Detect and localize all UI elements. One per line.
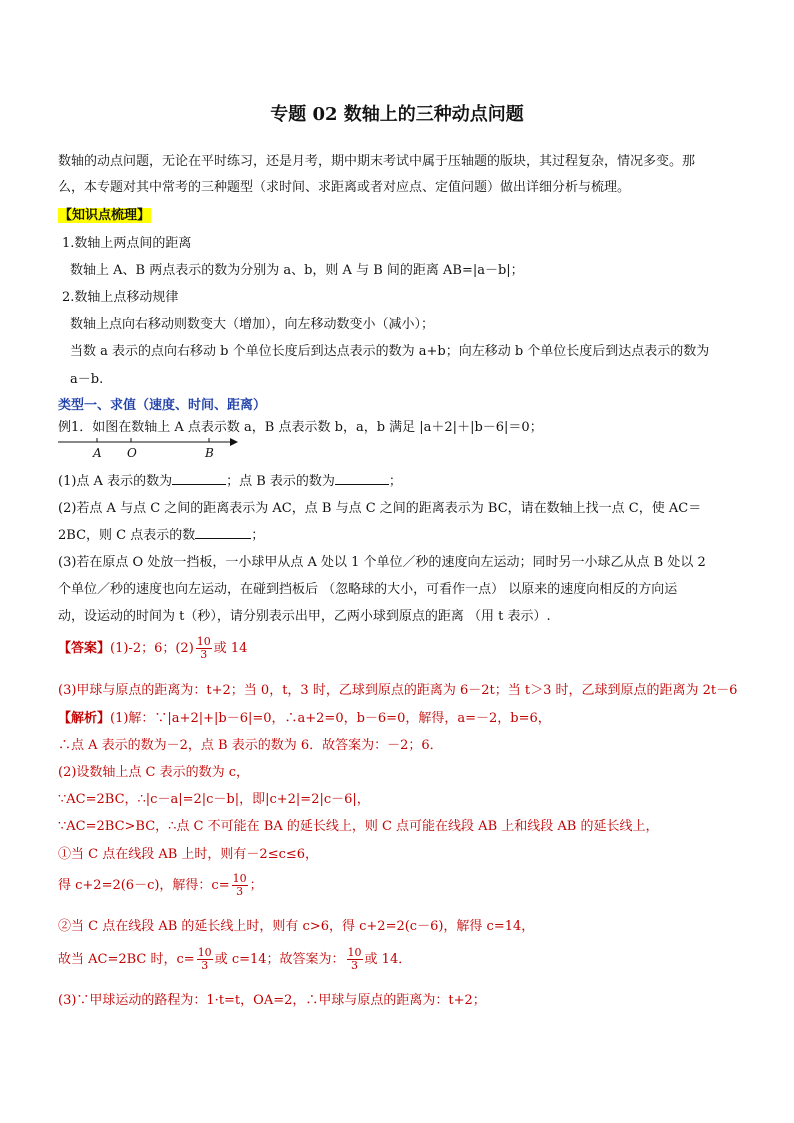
knowledge-item2-text2: 当数 a 表示的点向右移动 b 个单位长度后到达点表示的数为 a+b；向左移动 b 个单位长度后到达点表示的数为: [70, 344, 710, 359]
q1-blank-b: [335, 472, 389, 485]
answer-tag: 【答案】: [58, 641, 111, 656]
answer-frac-den: 3: [200, 648, 208, 661]
answer-line1: [58, 636, 247, 661]
l9-frac-num-2: 10: [347, 946, 362, 959]
number-line-figure: [58, 436, 238, 470]
intro-line-2: 么，本专题对其中常考的三种题型（求时间、求距离或者对应点、定值问题）做出详细分析与梳理。: [58, 180, 631, 195]
knowledge-item1-text: 数轴上 A、B 两点表示的数为分别为 a、b，则 A 与 B 间的距离 AB=|a－b|；: [70, 263, 524, 278]
example1-line1: 例1．如图在数轴上 A 点表示数 a，B 点表示数 b，a，b 满足 |a＋2|＋|b－6|＝0；: [58, 420, 543, 435]
question-2-line1: (2)若点 A 与点 C 之间的距离表示为 AC，点 B 与点 C 之间的距离表示为 BC，请在数轴上找一点 C，使 AC＝: [58, 501, 702, 516]
type1-heading: 类型一、求值（速度、时间、距离）: [58, 398, 267, 413]
solution-line7: [58, 873, 263, 898]
solution-line1: [58, 707, 551, 726]
knowledge-tag: 【知识点梳理】: [59, 208, 151, 223]
axis-label-o: O: [127, 446, 137, 460]
question-3-line3: 动，设运动的时间为 t（秒），请分别表示出甲，乙两小球到原点的距离 （用 t 表示）.: [58, 609, 551, 624]
solution-line10: (3)∵甲球运动的路程为：1·t=t，OA=2，∴甲球与原点的距离为：t+2；: [58, 993, 486, 1008]
solution-l7-a: 得 c+2=2(6－c)，解得：c=: [58, 878, 230, 893]
solution-line2: ∴点 A 表示的数为－2，点 B 表示的数为 6．故答案为：－2；6．: [58, 738, 443, 753]
q2-end: ；: [251, 528, 265, 543]
answer-line2: (3)甲球与原点的距离为：t+2；当 0，t，3 时，乙球到原点的距离为 6－2t；当 t＞3 时，乙球到原点的距离为 2t－6: [58, 683, 738, 698]
q1-part-a: (1)点 A 表示的数为: [58, 474, 173, 489]
question-3-line2: 个单位／秒的速度也向左运动，在碰到挡板后 （忽略球的大小，可看作一点） 以原来的速度向相反的方向运: [58, 582, 678, 597]
knowledge-item2-title: 2.数轴上点移动规律: [62, 290, 179, 305]
solution-l9-a: 故当 AC=2BC 时，c=: [58, 952, 195, 967]
solution-l9-b: 或 c=14；故答案为：: [214, 952, 345, 967]
knowledge-section: [58, 204, 151, 223]
answer-part-b: 或 14: [213, 641, 248, 656]
solution-l1: (1)解：∵|a+2|+|b－6|=0，∴a+2=0，b－6=0，解得，a=－2，b=6，: [110, 711, 551, 726]
solution-tag: 【解析】: [58, 711, 111, 726]
intro-line-1: 数轴的动点问题，无论在平时练习，还是月考，期中期末考试中属于压轴题的版块，其过程复杂，情况多变。那: [58, 154, 696, 169]
question-1: [58, 470, 402, 489]
solution-line5: ∵AC=2BC>BC，∴点 C 不可能在 BA 的延长线上，则 C 点可能在线段 AB 上和线段 AB 的延长线上，: [58, 819, 659, 834]
solution-line8: ②当 C 点在线段 AB 的延长线上时，则有 c>6，得 c+2=2(c－6)，解得 c=14，: [58, 919, 535, 934]
solution-l7-fraction: [232, 873, 248, 898]
knowledge-item1-title: 1.数轴上两点间的距离: [62, 236, 192, 251]
l7-frac-num: 10: [232, 872, 247, 885]
solution-l9-c: 或 14．: [364, 952, 412, 967]
q1-part-b: ；点 B 表示的数为: [226, 474, 335, 489]
axis-label-a: A: [93, 446, 102, 460]
solution-l7-b: ；: [249, 878, 263, 893]
answer-frac-num: 10: [196, 635, 211, 648]
solution-l9-fraction-2: [347, 947, 363, 972]
solution-line9: [58, 947, 411, 972]
knowledge-item2-text3: a－b.: [70, 372, 104, 387]
l7-frac-den: 3: [236, 885, 244, 898]
solution-line3: (2)设数轴上点 C 表示的数为 c，: [58, 765, 250, 780]
l9-frac-den: 3: [201, 959, 209, 972]
q1-blank-a: [172, 472, 226, 485]
q1-part-c: ；: [388, 474, 402, 489]
answer-part-a: (1)-2；6；(2): [110, 641, 194, 656]
answer-fraction: [196, 636, 212, 661]
l9-frac-num: 10: [197, 946, 212, 959]
question-3-line1: (3)若在原点 O 处放一挡板，一小球甲从点 A 处以 1 个单位／秒的速度向左运动；同时另一小球乙从点 B 处以 2: [58, 555, 706, 570]
l9-frac-den-2: 3: [351, 959, 359, 972]
solution-l9-fraction: [197, 947, 213, 972]
axis-label-b: B: [205, 446, 214, 460]
q2-text: 2BC，则 C 点表示的数: [58, 528, 196, 543]
page-title: 专题 02 数轴上的三种动点问题: [270, 104, 524, 125]
number-line-arrow: [230, 438, 238, 446]
q2-blank: [195, 526, 251, 539]
question-2-line2: [58, 524, 264, 543]
solution-line6: ①当 C 点在线段 AB 上时，则有－2≤c≤6，: [58, 847, 319, 862]
knowledge-item2-text1: 数轴上点向右移动则数变大（增加），向左移动数变小（减小）；: [70, 317, 435, 332]
solution-line4: ∵AC=2BC，∴|c－a|=2|c－b|，即|c+2|=2|c－6|，: [58, 792, 370, 807]
